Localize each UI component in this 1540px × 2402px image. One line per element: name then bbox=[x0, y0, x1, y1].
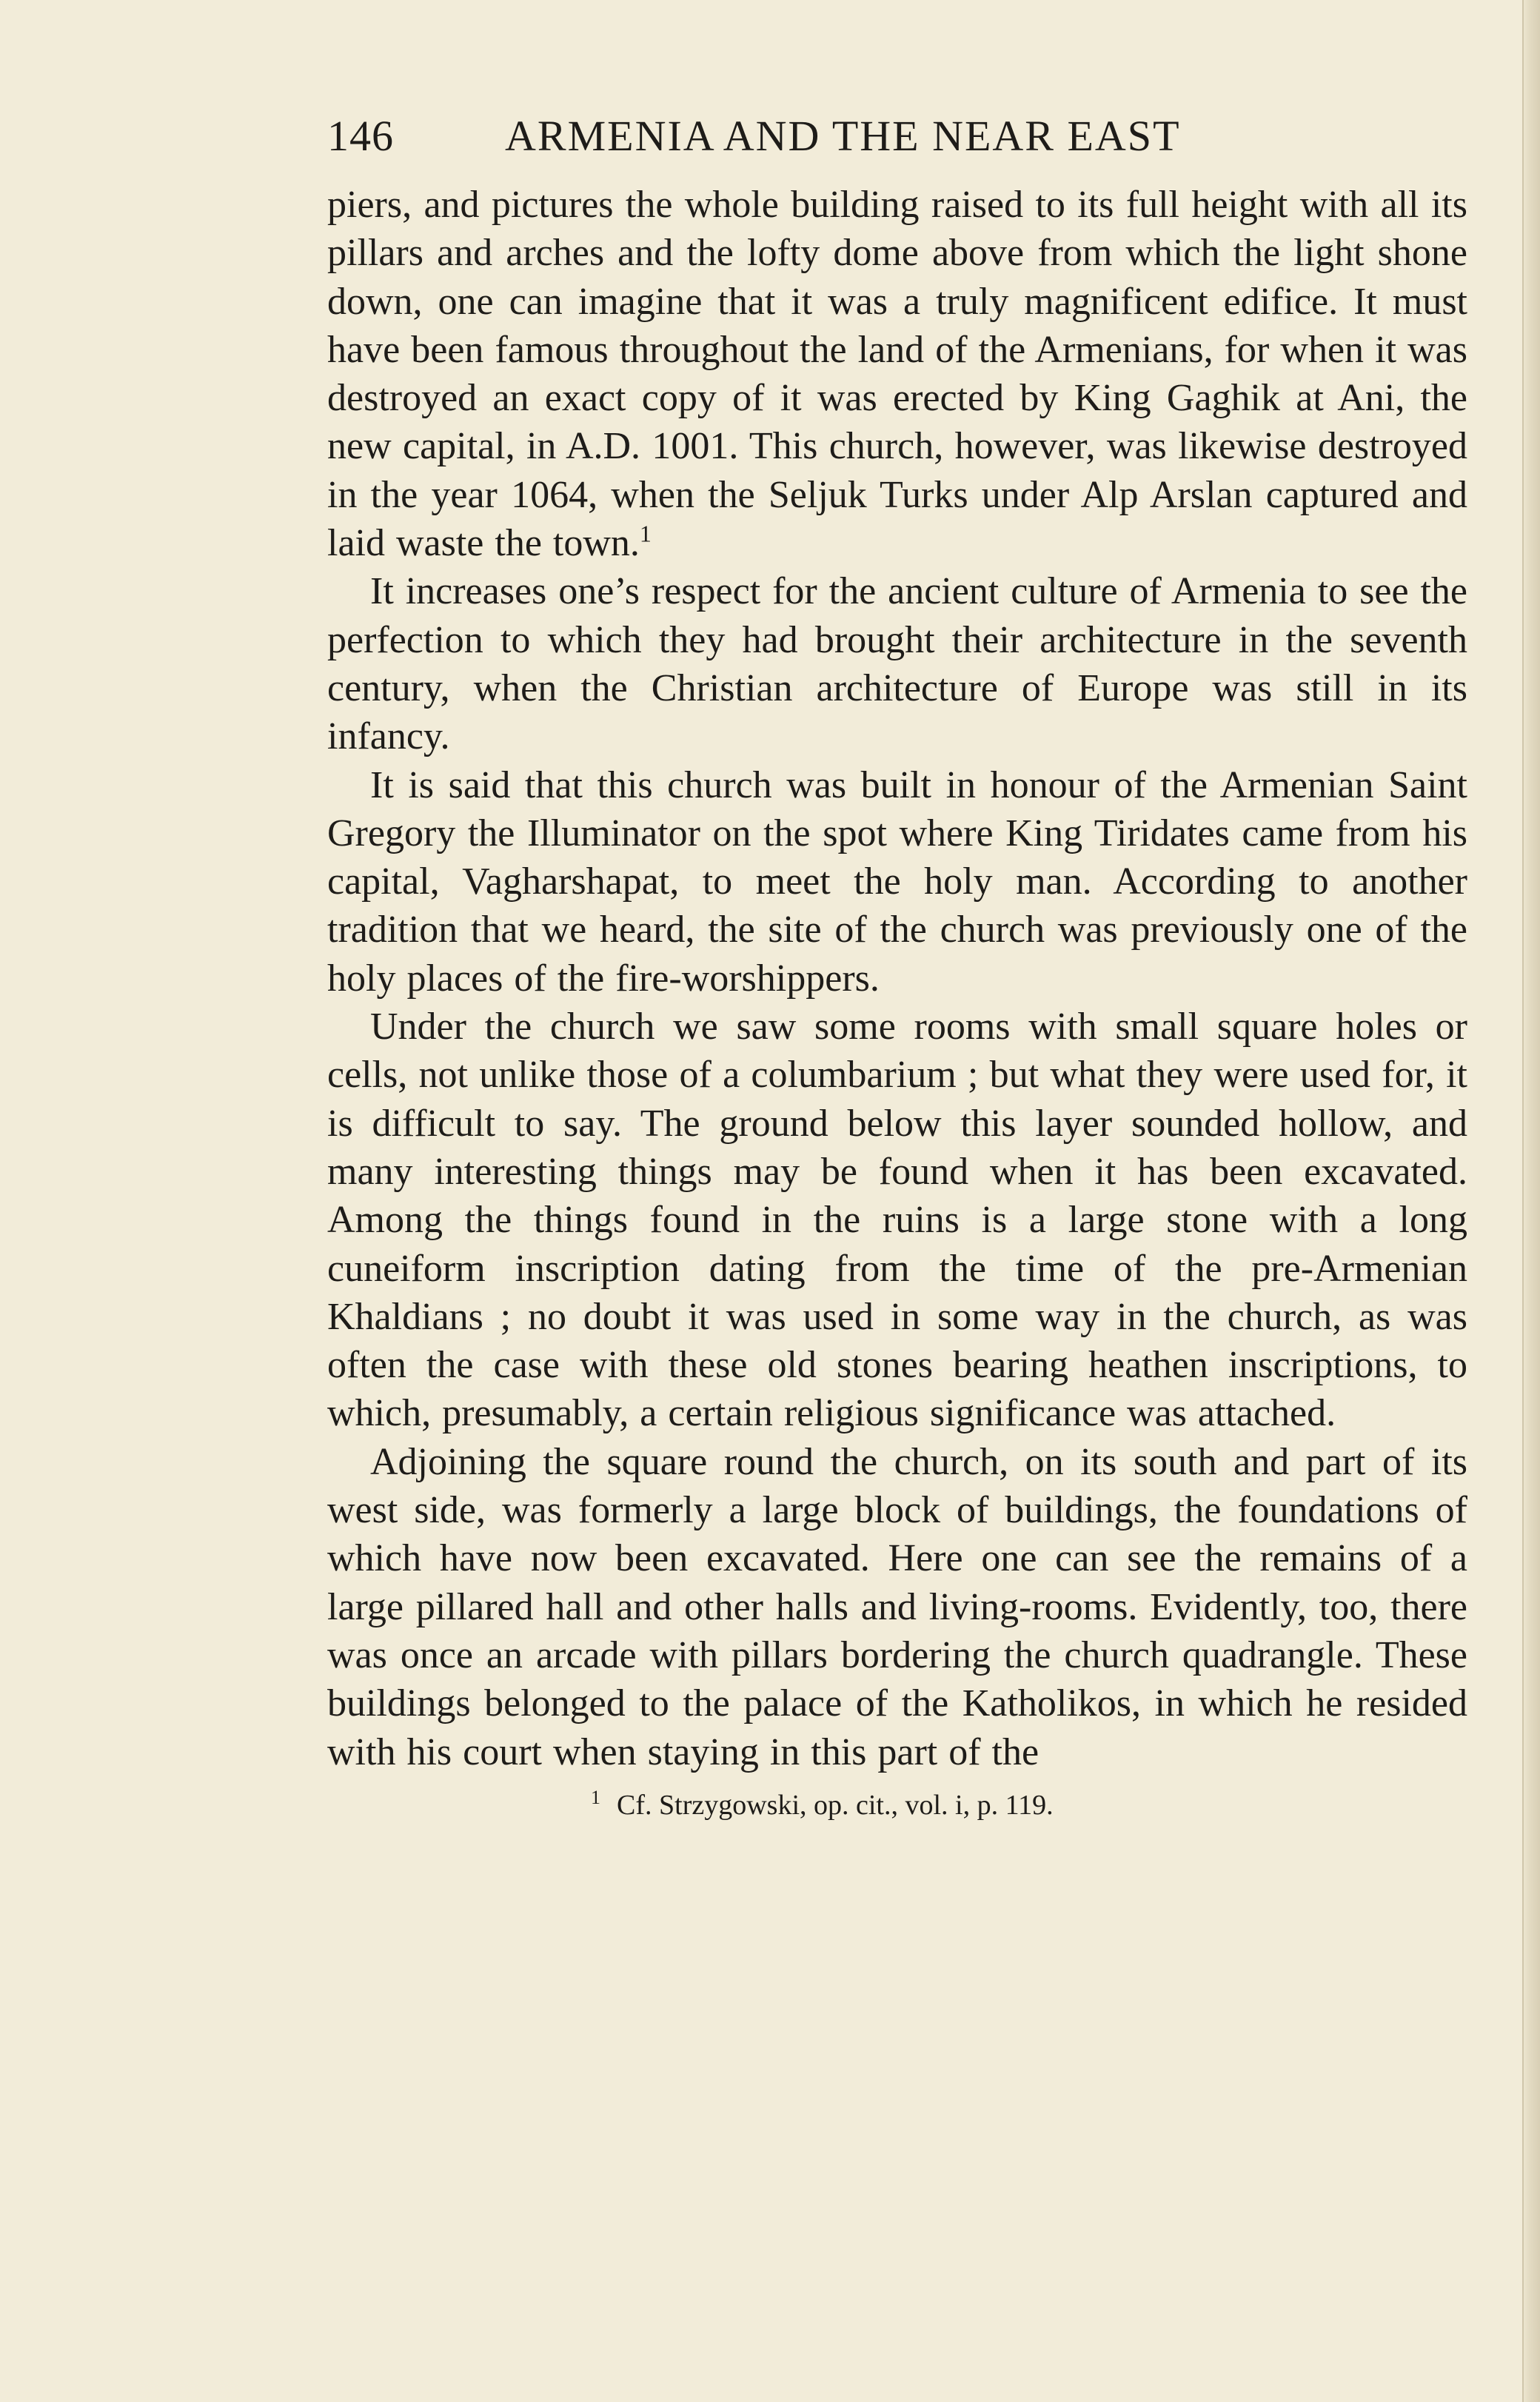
paragraph: Under the church we saw some rooms with small square holes or cells, not unlike those of a columbarium ; but what they were used for, it is difficult to say. The ground below this layer sounded hollow, and many interesting things may be found when it has been excavated. Among the things found in the ruins is a large stone with a long cuneiform inscription dating from the time of the pre-Armenian Khaldians ; no doubt it was used in some way in the church, as was often the case with these old stones bearing heathen inscriptions, to which, presumably, a certain religious significance was attached. bbox=[327, 1006, 1467, 1435]
footnote-reference: 1 bbox=[639, 520, 652, 547]
page-edge bbox=[1522, 0, 1540, 2402]
footnote bbox=[327, 1787, 1467, 1824]
footnote-mark: 1 bbox=[591, 1787, 600, 1809]
footnote-text: Cf. Strzygowski, op. cit., vol. i, p. 119. bbox=[617, 1789, 1054, 1821]
running-head bbox=[327, 111, 1467, 178]
paragraph: It is said that this church was built in honour of the Armenian Saint Gregory the Illuminator on the spot where King Tiridates came from his capital, Vagharshapat, to meet the holy man. According to another tradition that we heard, the site of the church was previously one of the holy places of the fire-worshippers. bbox=[327, 763, 1467, 1000]
paragraph: Adjoining the square round the church, on its south and part of its west side, was formerly a large block of buildings, the foundations of which have now been excavated. Here one can see the remains of a large pillared hall and other halls and living-rooms. Evidently, too, there was once an arcade with pillars bordering the church quadrangle. These buildings belonged to the palace of the Katholikos, in which he resided with his court when staying in this part of the bbox=[327, 1440, 1467, 1773]
page-number: 146 bbox=[327, 112, 394, 160]
body-text bbox=[327, 181, 1467, 1776]
book-page bbox=[327, 111, 1467, 1824]
paragraph: It increases one’s respect for the ancient culture of Armenia to see the perfection to which they had brought their architecture in the seventh century, when the Christian architecture of Europe was still in its infancy. bbox=[327, 570, 1467, 758]
paragraph-text: piers, and pictures the whole building raised to its full height with all its pillars and arches and the lofty dome above from which the light shone down, one can imagine that it was a truly magnificent edifice. It must have been famous throughout the land of the Armenians, for when it was destroyed an exact copy of it was erected by King Gaghik at Ani, the new capital, in A.D. 1001. This church, however, was likewise destroyed in the year 1064, when the Seljuk Turks under Alp Arslan captured and laid waste the town. bbox=[327, 184, 1467, 565]
running-title: ARMENIA AND THE NEAR EAST bbox=[505, 112, 1181, 160]
paragraph-continued bbox=[327, 181, 1467, 567]
